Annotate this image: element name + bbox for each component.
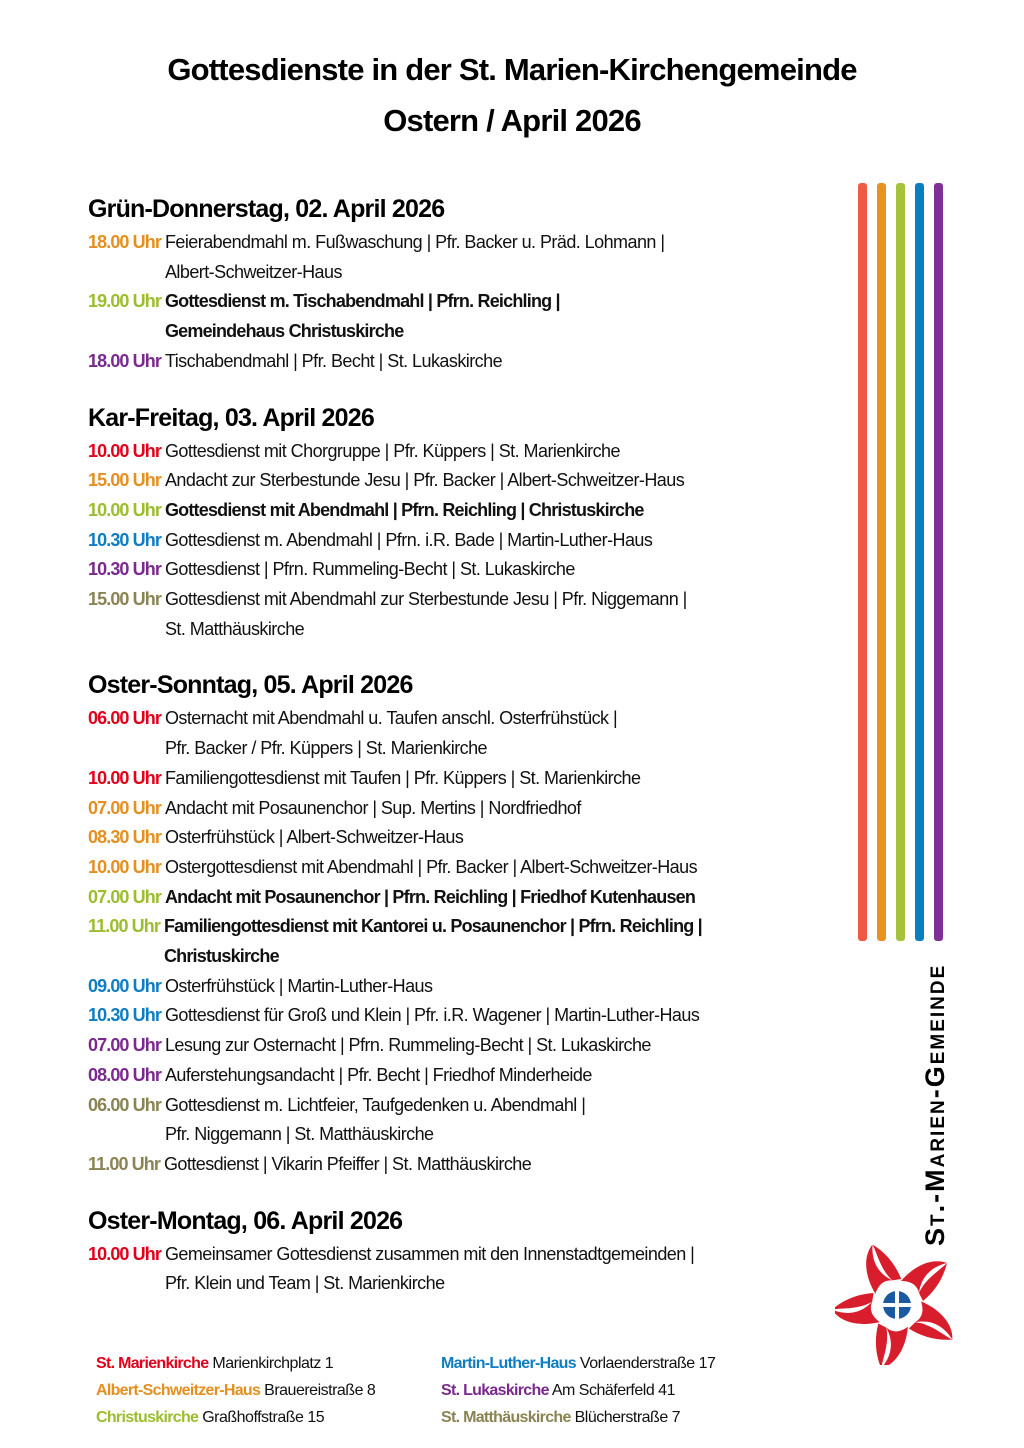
service-description-line1: Gottesdienst | Pfrn. Rummeling-Becht | St. Lukaskirche — [164, 559, 575, 580]
address-item — [441, 1350, 786, 1377]
service-entry — [88, 704, 828, 763]
address-item — [441, 1377, 786, 1404]
service-description — [165, 526, 828, 556]
service-entry — [88, 585, 828, 644]
service-description-line1: Gottesdienst m. Abendmahl | Pfrn. i.R. Bade | Martin-Luther-Haus — [164, 529, 653, 550]
service-description-line1: Osternacht mit Abendmahl u. Taufen anschl. Osterfrühstück | — [164, 708, 618, 729]
service-description-line1: Gemeinsamer Gottesdienst zusammen mit den Innenstadtgemeinden | — [164, 1243, 695, 1264]
church-address: Vorlaenderstraße 17 — [579, 1355, 716, 1372]
church-name: Martin-Luther-Haus — [441, 1355, 576, 1372]
service-description-line1: Gottesdienst mit Chorgruppe | Pfr. Küppers | St. Marienkirche — [164, 440, 620, 461]
service-description — [165, 883, 828, 913]
service-description — [165, 496, 828, 526]
service-description — [165, 585, 828, 644]
service-description-line1: Gottesdienst m. Tischabendmahl | Pfrn. Reichling | — [164, 291, 560, 312]
day-section — [88, 666, 828, 1179]
logo-petal-icon — [864, 1317, 920, 1365]
service-description-line2: Albert-Schweitzer-Haus — [164, 261, 342, 282]
service-description-line2: Pfr. Backer / Pfr. Küppers | St. Marienkirche — [164, 738, 488, 759]
service-description-line1: Tischabendmahl | Pfr. Becht | St. Lukaskirche — [164, 350, 503, 371]
service-time: 15.00 Uhr — [88, 470, 161, 491]
service-entry — [88, 1240, 828, 1299]
service-description-line2: Pfr. Klein und Team | St. Marienkirche — [164, 1273, 445, 1294]
color-bar — [877, 183, 886, 941]
address-item — [96, 1404, 441, 1431]
service-description-line1: Auferstehungsandacht | Pfr. Becht | Friedhof Minderheide — [164, 1064, 592, 1085]
church-name: Christuskirche — [96, 1409, 199, 1426]
service-description-line1: Gottesdienst mit Abendmahl zur Sterbestunde Jesu | Pfr. Niggemann | — [164, 589, 687, 610]
service-description — [165, 1091, 828, 1150]
service-entry — [88, 1031, 828, 1061]
church-address: Graßhoffstraße 15 — [202, 1409, 325, 1426]
service-description-line2: Pfr. Niggemann | St. Matthäuskirche — [164, 1124, 434, 1145]
service-entry — [88, 912, 828, 971]
service-description — [165, 437, 828, 467]
service-time: 18.00 Uhr — [88, 232, 161, 252]
service-time: 10.00 Uhr — [88, 856, 161, 877]
address-item — [96, 1350, 441, 1377]
title-line-1: Gottesdienste in der St. Marien-Kirchengemeinde — [167, 52, 857, 87]
service-description — [165, 823, 828, 853]
service-entry — [88, 1150, 828, 1180]
service-entry — [88, 1061, 828, 1091]
day-section — [88, 399, 828, 645]
logo-cross-horizontal-icon — [882, 1303, 912, 1307]
service-description-line1: Familiengottesdienst mit Kantorei u. Posaunenchor | Pfrn. Reichling | — [163, 916, 702, 937]
service-time: 10.00 Uhr — [88, 499, 161, 520]
service-time: 19.00 Uhr — [88, 291, 161, 312]
color-bar — [934, 183, 943, 941]
service-description-line1: Familiengottesdienst mit Taufen | Pfr. Küppers | St. Marienkirche — [164, 767, 641, 788]
service-description — [165, 347, 828, 377]
logo-petal-icon — [910, 1295, 954, 1349]
service-time: 07.00 Uhr — [88, 797, 161, 818]
service-entry — [88, 764, 828, 794]
color-bar — [896, 183, 905, 941]
service-entry — [88, 228, 828, 287]
color-bars-decoration — [858, 183, 948, 941]
church-address: Marienkirchplatz 1 — [212, 1355, 334, 1372]
color-bar — [858, 183, 867, 941]
service-time: 10.30 Uhr — [88, 1005, 161, 1026]
service-description — [165, 1240, 828, 1299]
service-entry — [88, 347, 828, 377]
service-schedule — [88, 190, 828, 1321]
address-item — [441, 1404, 786, 1431]
service-time: 07.00 Uhr — [88, 1035, 161, 1056]
service-time: 10.00 Uhr — [88, 767, 161, 788]
brand-name-text: St.-Marien-Gemeinde — [920, 963, 950, 1246]
service-description-line1: Gottesdienst m. Lichtfeier, Taufgedenken u. Abendmahl | — [164, 1094, 586, 1115]
service-description-line1: Gottesdienst mit Abendmahl | Pfrn. Reichling | Christuskirche — [164, 499, 644, 520]
service-time: 08.00 Uhr — [88, 1064, 161, 1085]
service-description — [165, 853, 828, 883]
day-section — [88, 190, 828, 377]
service-time: 15.00 Uhr — [88, 589, 161, 610]
service-description-line1: Ostergottesdienst mit Abendmahl | Pfr. Backer | Albert-Schweitzer-Haus — [164, 856, 698, 877]
service-description — [165, 972, 828, 1002]
service-entry — [88, 496, 828, 526]
service-description-line2: Gemeindehaus Christuskirche — [164, 321, 404, 342]
address-legend — [96, 1350, 796, 1431]
day-heading: Oster-Sonntag, 05. April 2026 — [88, 671, 413, 700]
service-description — [165, 764, 828, 794]
service-time: 10.30 Uhr — [88, 559, 161, 580]
service-description-line1: Feierabendmahl m. Fußwaschung | Pfr. Backer u. Präd. Lohmann | — [164, 232, 665, 252]
service-time: 11.00 Uhr — [88, 1153, 160, 1174]
day-section — [88, 1202, 828, 1299]
service-description — [165, 794, 828, 824]
service-time: 08.30 Uhr — [88, 827, 161, 848]
service-time: 06.00 Uhr — [88, 1094, 161, 1115]
service-time: 07.00 Uhr — [88, 886, 161, 907]
service-entry — [88, 466, 828, 496]
church-name: Albert-Schweitzer-Haus — [96, 1382, 261, 1399]
service-entry — [88, 1001, 828, 1031]
service-description — [165, 1001, 828, 1031]
title-line-2: Ostern / April 2026 — [383, 103, 641, 138]
service-entry — [88, 853, 828, 883]
page-title — [0, 44, 1024, 146]
service-time: 18.00 Uhr — [88, 350, 161, 371]
service-entry — [88, 794, 828, 824]
service-description-line1: Andacht zur Sterbestunde Jesu | Pfr. Backer | Albert-Schweitzer-Haus — [164, 470, 685, 491]
address-item — [96, 1377, 441, 1404]
service-entry — [88, 883, 828, 913]
service-description — [164, 1150, 828, 1180]
service-time: 06.00 Uhr — [88, 708, 161, 729]
service-time: 09.00 Uhr — [88, 975, 161, 996]
service-description-line1: Andacht mit Posaunenchor | Pfrn. Reichling | Friedhof Kutenhausen — [164, 886, 696, 907]
church-name: St. Matthäuskirche — [441, 1409, 571, 1426]
service-description-line1: Osterfrühstück | Martin-Luther-Haus — [164, 975, 433, 996]
service-entry — [88, 823, 828, 853]
service-description — [165, 287, 828, 346]
service-description — [165, 555, 828, 585]
service-description-line2: St. Matthäuskirche — [164, 618, 305, 639]
service-entry — [88, 437, 828, 467]
service-entry — [88, 1091, 828, 1150]
service-entry — [88, 287, 828, 346]
church-address: Blücherstraße 7 — [574, 1409, 681, 1426]
church-address: Brauereistraße 8 — [264, 1382, 376, 1399]
service-description-line2: Christuskirche — [163, 946, 279, 967]
service-entry — [88, 555, 828, 585]
service-description — [165, 704, 828, 763]
service-time: 11.00 Uhr — [88, 916, 160, 937]
service-description — [165, 466, 828, 496]
service-description-line1: Lesung zur Osternacht | Pfrn. Rummeling-Becht | St. Lukaskirche — [164, 1035, 651, 1056]
church-address: Am Schäferfeld 41 — [551, 1382, 675, 1399]
day-heading: Oster-Montag, 06. April 2026 — [88, 1206, 403, 1235]
service-description — [165, 1031, 828, 1061]
service-time: 10.00 Uhr — [88, 440, 161, 461]
brand-name-vertical — [920, 964, 951, 1246]
service-time: 10.00 Uhr — [88, 1243, 161, 1264]
service-time: 10.30 Uhr — [88, 529, 161, 550]
service-description — [165, 228, 828, 287]
parish-logo-icon — [835, 1245, 959, 1365]
service-description-line1: Gottesdienst für Groß und Klein | Pfr. i.R. Wagener | Martin-Luther-Haus — [164, 1005, 700, 1026]
service-description-line1: Osterfrühstück | Albert-Schweitzer-Haus — [164, 827, 464, 848]
service-entry — [88, 972, 828, 1002]
day-heading: Grün-Donnerstag, 02. April 2026 — [88, 195, 445, 223]
service-description — [165, 1061, 828, 1091]
service-description-line1: Andacht mit Posaunenchor | Sup. Mertins | Nordfriedhof — [164, 797, 581, 818]
church-name: St. Lukaskirche — [441, 1382, 549, 1399]
church-name: St. Marienkirche — [96, 1355, 209, 1372]
service-description-line1: Gottesdienst | Vikarin Pfeiffer | St. Matthäuskirche — [163, 1153, 532, 1174]
color-bar — [915, 183, 924, 941]
service-entry — [88, 526, 828, 556]
service-description — [164, 912, 828, 971]
day-heading: Kar-Freitag, 03. April 2026 — [88, 403, 374, 432]
